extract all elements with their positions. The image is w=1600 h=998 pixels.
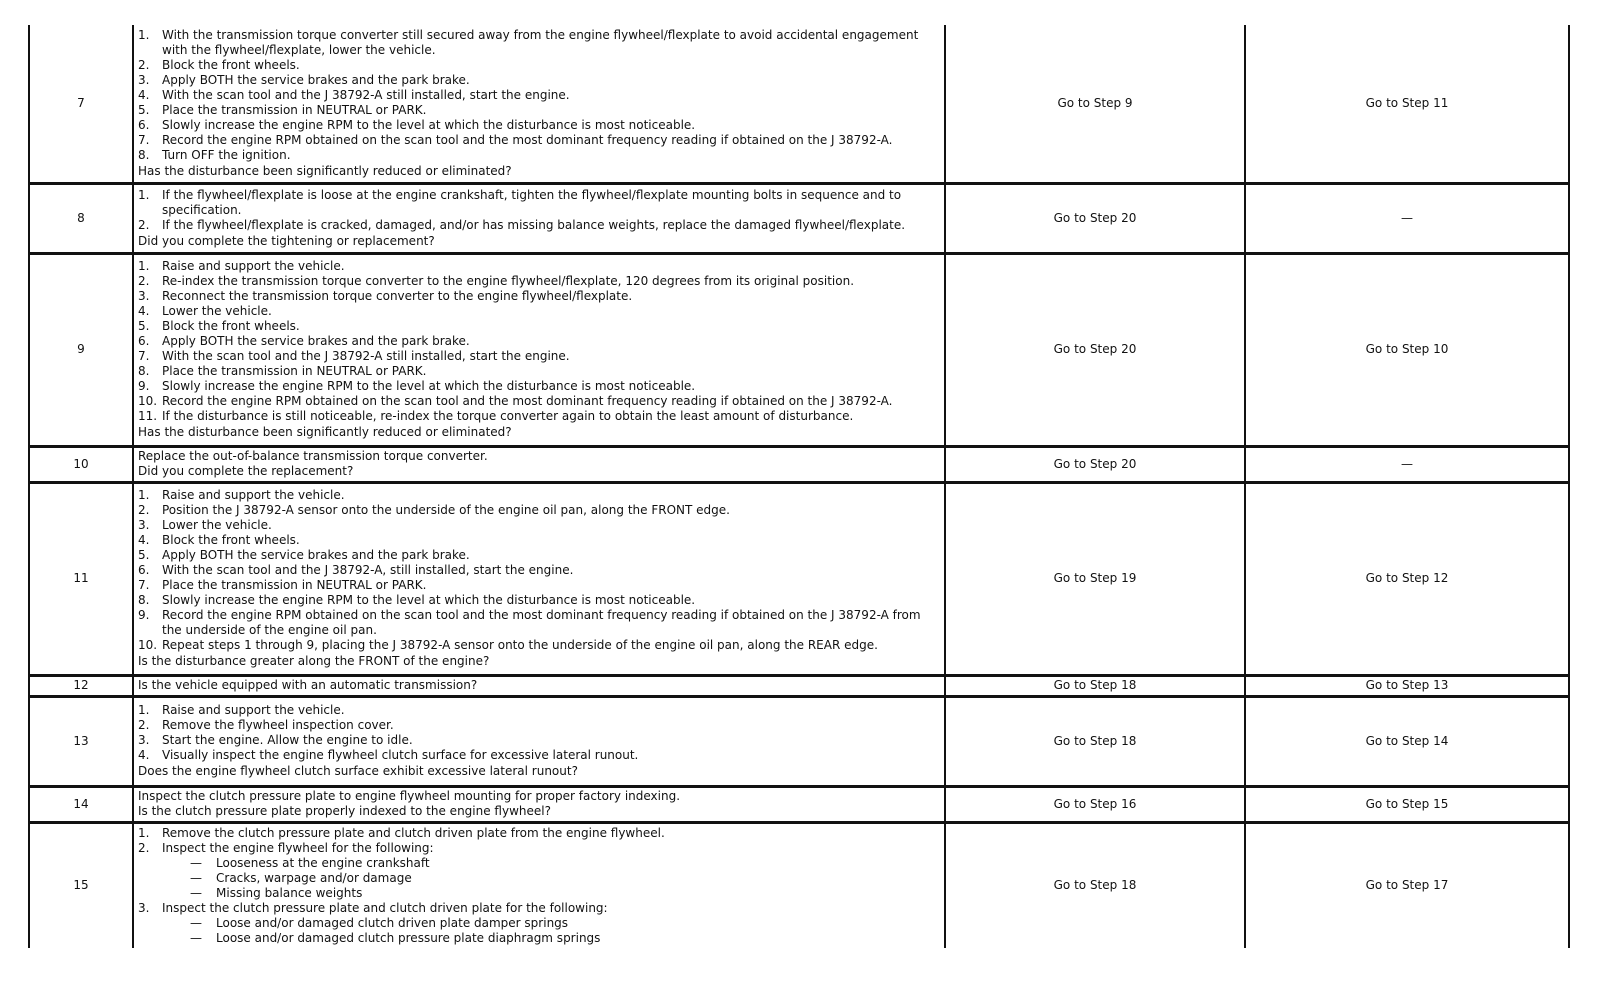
dash-bullet-icon: —	[190, 870, 202, 885]
no-result: Go to Step 17	[1245, 822, 1569, 948]
step-list	[138, 703, 940, 763]
list-item-number: 5.	[138, 102, 150, 117]
list-item-number: 1.	[138, 187, 150, 202]
list-item	[138, 304, 940, 319]
sub-list-item-text: Missing balance weights	[216, 885, 363, 900]
yes-result: Go to Step 19	[945, 482, 1245, 675]
yes-result: Go to Step 18	[945, 822, 1245, 948]
table-row	[29, 253, 1569, 446]
action-cell	[133, 675, 945, 696]
list-item	[138, 718, 940, 733]
list-item	[138, 28, 940, 58]
list-item-number: 2.	[138, 57, 150, 72]
list-item-text: With the scan tool and the J 38792-A, still installed, start the engine.	[162, 563, 574, 577]
yes-result: Go to Step 18	[945, 696, 1245, 786]
dash-bullet-icon: —	[190, 855, 202, 870]
step-number: 15	[29, 822, 133, 948]
no-result: Go to Step 13	[1245, 675, 1569, 696]
step-question: Did you complete the tightening or replacement?	[138, 233, 435, 248]
list-item	[138, 533, 940, 548]
list-item-text: Place the transmission in NEUTRAL or PARK.	[162, 578, 427, 592]
list-item	[138, 58, 940, 73]
list-item-number: 1.	[138, 703, 150, 717]
list-item-number: 2.	[138, 840, 150, 855]
list-item-text: Inspect the clutch pressure plate and clutch driven plate for the following:	[162, 900, 608, 915]
list-item-text: Apply BOTH the service brakes and the park brake.	[162, 548, 470, 562]
step-list	[138, 188, 940, 233]
table-row	[29, 446, 1569, 482]
sub-list-item	[162, 856, 940, 871]
dash-bullet-icon: —	[190, 930, 202, 945]
list-item	[138, 503, 940, 518]
dash-bullet-icon: —	[190, 885, 202, 900]
step-question: Is the vehicle equipped with an automatic transmission?	[138, 678, 478, 692]
list-item	[138, 593, 940, 608]
list-item	[138, 563, 940, 578]
yes-result: Go to Step 20	[945, 253, 1245, 446]
list-item-text: Record the engine RPM obtained on the scan tool and the most dominant frequency reading if obtained on the J 38792-A from the underside of the engine oil pan.	[162, 608, 921, 637]
list-item-number: 2.	[138, 503, 150, 517]
action-cell	[133, 696, 945, 786]
list-item	[138, 901, 940, 946]
action-cell	[133, 183, 945, 253]
step-question: Is the clutch pressure plate properly indexed to the engine flywheel?	[138, 804, 551, 818]
sub-list	[162, 916, 940, 946]
list-item	[138, 188, 940, 218]
list-item	[138, 218, 940, 233]
sub-list-item-text: Loose and/or damaged clutch pressure plate diaphragm springs	[216, 930, 601, 945]
diagnostic-table-body	[29, 25, 1569, 948]
list-item-text: Slowly increase the engine RPM to the level at which the disturbance is most noticeable.	[162, 117, 696, 132]
table-row	[29, 675, 1569, 696]
no-result: Go to Step 15	[1245, 786, 1569, 822]
list-item-number: 9.	[138, 608, 150, 622]
list-item	[138, 349, 940, 364]
list-item-text: Remove the clutch pressure plate and clutch driven plate from the engine flywheel.	[162, 825, 665, 840]
step-number: 9	[29, 253, 133, 446]
list-item	[138, 488, 940, 503]
list-item-number: 5.	[138, 319, 150, 333]
list-item-text: Turn OFF the ignition.	[162, 147, 291, 162]
list-item	[138, 841, 940, 901]
sub-list-item-text: Loose and/or damaged clutch driven plate damper springs	[216, 915, 569, 930]
list-item-number: 6.	[138, 563, 150, 577]
table-row	[29, 696, 1569, 786]
list-item-number: 3.	[138, 733, 150, 747]
list-item	[138, 703, 940, 718]
step-question: Is the disturbance greater along the FRONT of the engine?	[138, 654, 490, 668]
action-cell	[133, 253, 945, 446]
list-item-number: 7.	[138, 349, 150, 363]
list-item-number: 9.	[138, 379, 150, 393]
step-list	[138, 28, 940, 163]
list-item	[138, 409, 940, 424]
list-item-text: Repeat steps 1 through 9, placing the J 38792-A sensor onto the underside of the engine oil pan, along the REAR edge.	[162, 638, 878, 652]
sub-list-item	[162, 871, 940, 886]
list-item-number: 3.	[138, 72, 150, 87]
sub-list-item-text: Looseness at the engine crankshaft	[216, 855, 430, 870]
list-item-text: Raise and support the vehicle.	[162, 703, 345, 717]
action-cell	[133, 25, 945, 183]
step-number: 7	[29, 25, 133, 183]
list-item-text: Raise and support the vehicle.	[162, 259, 345, 273]
list-item-text: Slowly increase the engine RPM to the level at which the disturbance is most noticeable.	[162, 379, 696, 393]
list-item-number: 4.	[138, 304, 150, 318]
list-item-text: Block the front wheels.	[162, 319, 300, 333]
table-row	[29, 183, 1569, 253]
list-item-text: With the scan tool and the J 38792-A still installed, start the engine.	[162, 349, 570, 363]
yes-result: Go to Step 16	[945, 786, 1245, 822]
list-item-text: Place the transmission in NEUTRAL or PARK.	[162, 364, 427, 378]
list-item-number: 6.	[138, 117, 150, 132]
list-item-text: Visually inspect the engine flywheel clutch surface for excessive lateral runout.	[162, 748, 639, 762]
table-row	[29, 822, 1569, 948]
list-item	[138, 394, 940, 409]
step-number: 10	[29, 446, 133, 482]
list-item	[138, 259, 940, 274]
no-result: —	[1245, 183, 1569, 253]
list-item-number: 1.	[138, 27, 150, 42]
list-item-number: 7.	[138, 578, 150, 592]
list-item-text: Apply BOTH the service brakes and the park brake.	[162, 334, 470, 348]
list-item-number: 11.	[138, 409, 158, 423]
list-item-text: Record the engine RPM obtained on the scan tool and the most dominant frequency reading if obtained on the J 38792-A.	[162, 132, 893, 147]
list-item-number: 8.	[138, 364, 150, 378]
action-cell	[133, 822, 945, 948]
list-item-text: With the scan tool and the J 38792-A still installed, start the engine.	[162, 87, 570, 102]
list-item	[138, 103, 940, 118]
step-list	[138, 259, 940, 424]
list-item-number: 1.	[138, 259, 150, 273]
yes-result: Go to Step 20	[945, 183, 1245, 253]
list-item	[138, 319, 940, 334]
sub-list	[162, 856, 940, 901]
step-number: 14	[29, 786, 133, 822]
step-question: Has the disturbance been significantly reduced or eliminated?	[138, 163, 512, 178]
list-item	[138, 518, 940, 533]
list-item-text: With the transmission torque converter still secured away from the engine flywheel/flexplate to avoid accidental engagement with the flywheel/flexplate, lower the vehicle.	[162, 27, 919, 57]
list-item	[138, 133, 940, 148]
list-item	[138, 118, 940, 133]
list-item-number: 3.	[138, 518, 150, 532]
list-item-text: Block the front wheels.	[162, 57, 300, 72]
list-item-number: 4.	[138, 748, 150, 762]
list-item-number: 2.	[138, 718, 150, 732]
list-item-text: Re-index the transmission torque converter to the engine flywheel/flexplate, 120 degrees from its original position.	[162, 274, 855, 288]
list-item-number: 5.	[138, 548, 150, 562]
list-item-text: Position the J 38792-A sensor onto the underside of the engine oil pan, along the FRONT edge.	[162, 503, 730, 517]
list-item	[138, 748, 940, 763]
table-row	[29, 25, 1569, 183]
list-item-text: If the flywheel/flexplate is loose at the engine crankshaft, tighten the flywheel/flexplate mounting bolts in sequence and to specification.	[162, 187, 902, 217]
list-item-text: If the flywheel/flexplate is cracked, damaged, and/or has missing balance weights, replace the damaged flywheel/flexplate.	[162, 217, 906, 232]
list-item	[138, 638, 940, 653]
list-item-text: Remove the flywheel inspection cover.	[162, 718, 394, 732]
list-item-number: 3.	[138, 289, 150, 303]
list-item-text: Apply BOTH the service brakes and the park brake.	[162, 72, 470, 87]
list-item	[138, 148, 940, 163]
list-item	[138, 733, 940, 748]
action-cell	[133, 482, 945, 675]
step-number: 13	[29, 696, 133, 786]
no-result: Go to Step 10	[1245, 253, 1569, 446]
list-item	[138, 826, 940, 841]
list-item	[138, 379, 940, 394]
list-item-number: 4.	[138, 533, 150, 547]
list-item-number: 10.	[138, 394, 158, 408]
list-item-text: Start the engine. Allow the engine to idle.	[162, 733, 413, 747]
list-item-text: Inspect the engine flywheel for the following:	[162, 840, 434, 855]
list-item-number: 4.	[138, 87, 150, 102]
step-number: 8	[29, 183, 133, 253]
yes-result: Go to Step 18	[945, 675, 1245, 696]
step-list	[138, 488, 940, 653]
no-result: Go to Step 14	[1245, 696, 1569, 786]
list-item	[138, 289, 940, 304]
list-item	[138, 578, 940, 593]
list-item	[138, 73, 940, 88]
step-question: Has the disturbance been significantly reduced or eliminated?	[138, 425, 512, 439]
step-instruction: Inspect the clutch pressure plate to engine flywheel mounting for proper factory indexing.	[138, 789, 681, 803]
yes-result: Go to Step 9	[945, 25, 1245, 183]
list-item-number: 2.	[138, 274, 150, 288]
action-cell	[133, 786, 945, 822]
list-item-number: 6.	[138, 334, 150, 348]
list-item-number: 1.	[138, 488, 150, 502]
step-number: 12	[29, 675, 133, 696]
list-item-number: 8.	[138, 147, 150, 162]
list-item	[138, 334, 940, 349]
no-result: —	[1245, 446, 1569, 482]
list-item	[138, 364, 940, 379]
list-item-text: Lower the vehicle.	[162, 304, 272, 318]
list-item	[138, 608, 940, 638]
diagnostic-table	[28, 25, 1570, 948]
sub-list-item-text: Cracks, warpage and/or damage	[216, 870, 412, 885]
list-item-text: Reconnect the transmission torque converter to the engine flywheel/flexplate.	[162, 289, 633, 303]
step-list	[138, 826, 940, 946]
no-result: Go to Step 11	[1245, 25, 1569, 183]
table-row	[29, 482, 1569, 675]
list-item-text: If the disturbance is still noticeable, re-index the torque converter again to obtain the least amount of disturbance.	[162, 409, 854, 423]
table-row	[29, 786, 1569, 822]
sub-list-item	[162, 931, 940, 946]
list-item-number: 10.	[138, 638, 158, 652]
list-item-text: Raise and support the vehicle.	[162, 488, 345, 502]
step-question: Did you complete the replacement?	[138, 464, 354, 478]
list-item-text: Block the front wheels.	[162, 533, 300, 547]
step-instruction: Replace the out-of-balance transmission torque converter.	[138, 449, 488, 463]
list-item-text: Place the transmission in NEUTRAL or PARK.	[162, 102, 427, 117]
action-cell	[133, 446, 945, 482]
dash-bullet-icon: —	[190, 915, 202, 930]
list-item-number: 7.	[138, 132, 150, 147]
list-item-text: Slowly increase the engine RPM to the level at which the disturbance is most noticeable.	[162, 593, 696, 607]
list-item-text: Lower the vehicle.	[162, 518, 272, 532]
step-question: Does the engine flywheel clutch surface exhibit excessive lateral runout?	[138, 764, 578, 778]
no-result: Go to Step 12	[1245, 482, 1569, 675]
list-item-number: 3.	[138, 900, 150, 915]
sub-list-item	[162, 916, 940, 931]
list-item-text: Record the engine RPM obtained on the scan tool and the most dominant frequency reading if obtained on the J 38792-A.	[162, 394, 893, 408]
list-item-number: 2.	[138, 217, 150, 232]
yes-result: Go to Step 20	[945, 446, 1245, 482]
list-item	[138, 274, 940, 289]
list-item-number: 1.	[138, 825, 150, 840]
list-item	[138, 88, 940, 103]
sub-list-item	[162, 886, 940, 901]
step-number: 11	[29, 482, 133, 675]
list-item-number: 8.	[138, 593, 150, 607]
list-item	[138, 548, 940, 563]
